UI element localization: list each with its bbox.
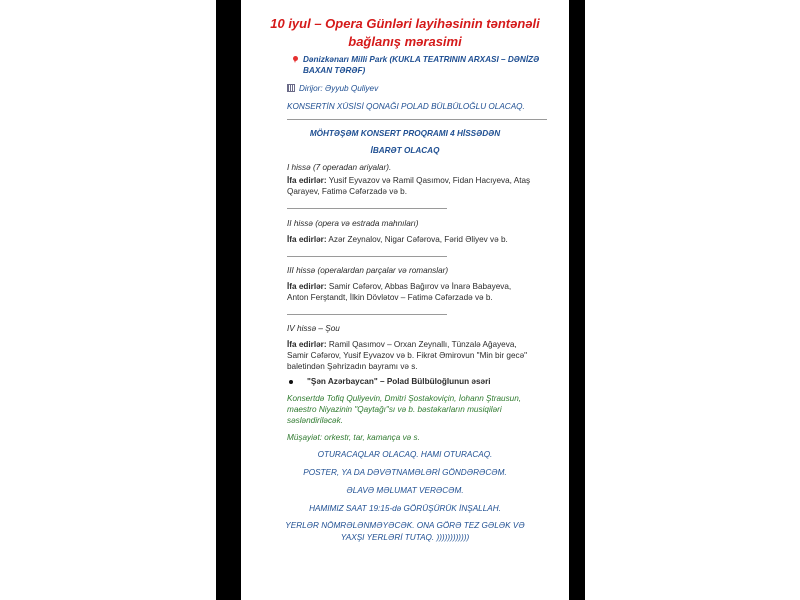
part-3-performers-names: Samir Cəfərov, Abbas Bağırov və İnarə Babayeva, [326,282,512,291]
music-note-line-1: Konsertdə Tofiq Quliyevin, Dmitri Şostakoviçin, İohann Ştrausun, [287,394,522,403]
conductor-icon [287,84,295,92]
bullet-icon [289,380,293,384]
posters-announcement: POSTER, YA DA DƏVƏTNAMƏLƏRİ GÖNDƏRƏCƏM. [303,468,507,477]
featured-song-line [307,376,491,387]
part-3-performers-line-1 [287,281,511,292]
part-2-performers-names: Azər Zeynalov, Nigar Cəfərova, Fərid Əliyev və b. [326,235,508,244]
event-title-line-1: 10 iyul – Opera Günləri layihəsinin təntənəli [270,16,540,31]
music-note-line-2: maestro Niyazinin "Qaytağı"sı və b. bəstəkarların musiqiləri [287,405,502,414]
seating-rule-line-1: YERLƏR NÖMRƏLƏNMƏYƏCƏK. ONA GÖRƏ TEZ GƏLƏK VƏ [285,521,525,530]
accompaniment-note: Müşayiət: orkestr, tar, kamança və s. [287,433,420,442]
announcement-document [241,0,569,600]
location-line-2: BAXAN TƏRƏF) [303,66,366,75]
program-heading-line-1: MÖHTƏŞƏM KONSERT PROQRAMI 4 HİSSƏDƏN [309,129,501,138]
performers-label: İfa edirlər: [287,235,327,244]
more-info-announcement: ƏLAVƏ MƏLUMAT VERƏCƏM. [346,486,464,495]
right-black-bar [569,0,585,600]
performers-label: İfa edirlər: [287,282,327,291]
seating-rule-line-2: YAXŞI YERLƏRİ TUTAQ. )))))))))))) [340,533,470,542]
part-1-performers-line-2: Qarayev, Fatimə Cəfərzadə və b. [287,187,407,196]
part-4-heading: IV hissə – Şou [287,324,340,333]
part-4-performers-names: Ramil Qasımov – Orxan Zeynallı, Tünzalə Ağayeva, [326,340,517,349]
part-1-performers-line-1 [287,175,530,186]
event-title-line-2: bağlanış mərasimi [348,34,462,49]
seating-announcement: OTURACAQLAR OLACAQ. HAMI OTURACAQ. [317,450,493,459]
divider [287,208,447,209]
divider [287,314,447,315]
part-2-performers-line-1 [287,234,508,245]
left-black-bar [216,0,241,600]
part-1-heading: I hissə (7 operadan ariyalar). [287,163,392,172]
special-guest: KONSERTİN XÜSİSİ QONAĞI POLAD BÜLBÜLOĞLU OLACAQ. [287,102,525,111]
program-heading-line-2: İBARƏT OLACAQ [370,146,440,155]
part-4-performers-line-3: baletindən Şəhrizadın bayramı və s. [287,362,418,371]
performers-label: İfa edirlər: [287,340,327,349]
featured-song-composer: – Polad Bülbüloğlunun əsəri [377,377,491,386]
location-line-1: Dənizkənarı Milli Park (KUKLA TEATRININ ARXASI – DƏNİZƏ [303,55,540,64]
featured-song-title: "Şən Azərbaycan" [307,377,378,386]
divider [287,256,447,257]
part-4-performers-line-1 [287,339,517,350]
location-pin-icon [293,56,298,61]
meeting-time-announcement: HAMIMIZ SAAT 19:15-də GÖRÜŞÜRÜK İNŞALLAH. [309,504,501,513]
conductor-name: Dirijor: Əyyub Quliyev [299,84,379,93]
music-note-line-3: səsləndiriləcək. [287,416,343,425]
part-3-heading: III hissə (operalardan parçalar və romanslar) [287,266,449,275]
performers-label: İfa edirlər: [287,176,327,185]
part-3-performers-line-2: Anton Ferştandt, İlkin Dövlətov – Fatimə Cəfərzadə və b. [287,293,493,302]
part-1-performers-names: Yusif Eyvazov və Ramil Qasımov, Fidan Hacıyeva, Ataş [326,176,531,185]
part-4-performers-line-2: Samir Cəfərov, Yusif Eyvazov və b. Fikrət Əmirovun "Min bir gecə" [287,351,528,360]
divider [287,119,547,120]
part-2-heading: II hissə (opera və estrada mahnıları) [287,219,419,228]
